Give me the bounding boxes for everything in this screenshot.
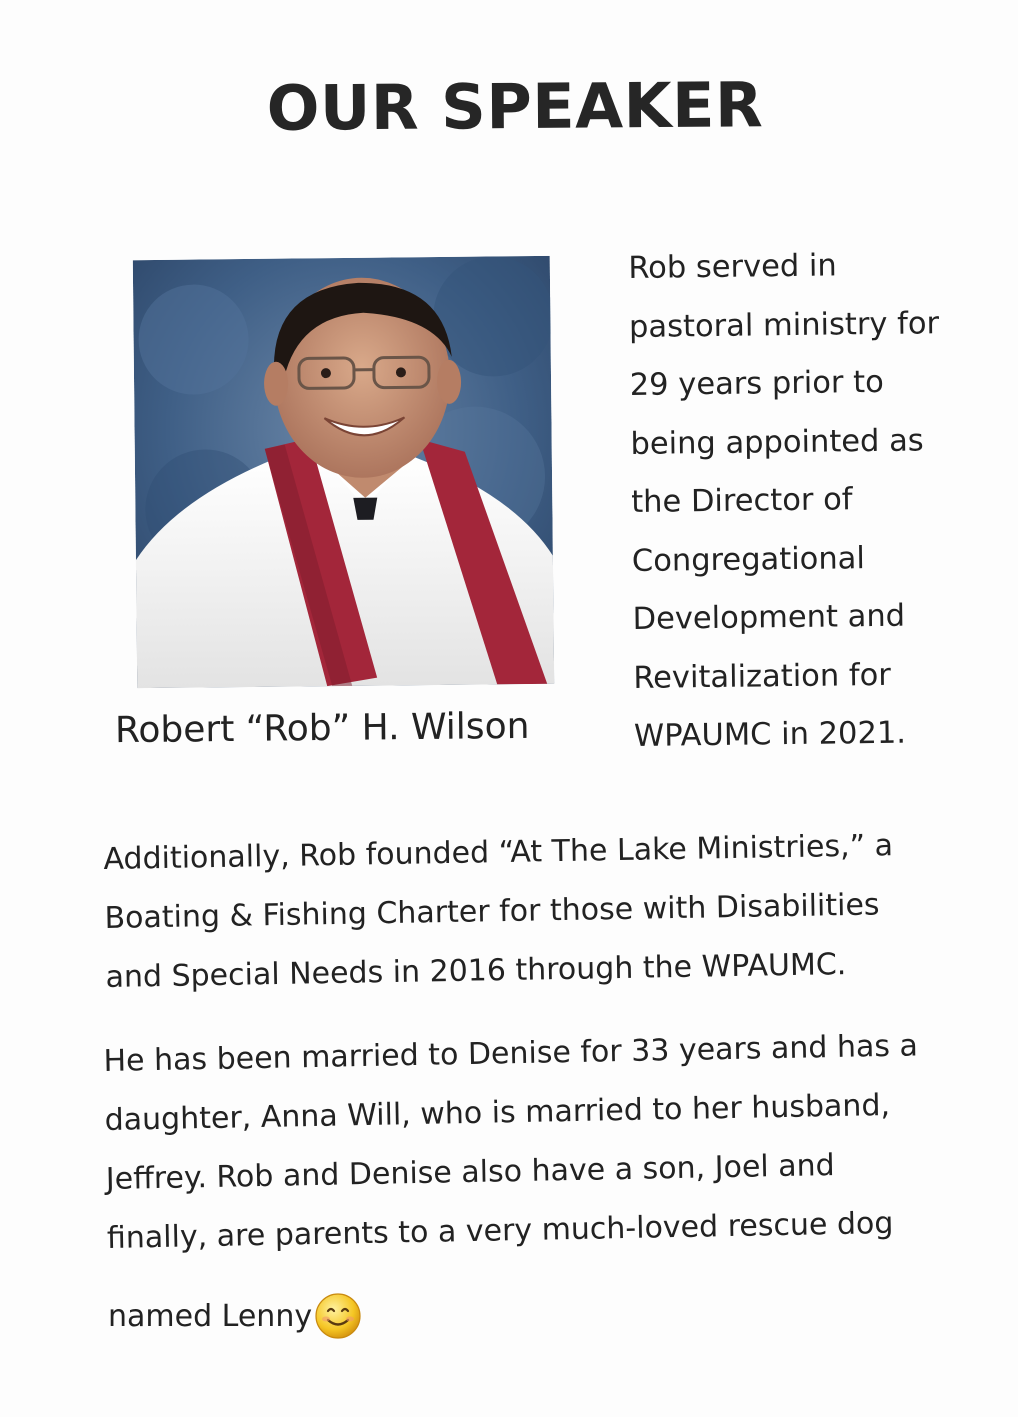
paragraph-line: and Special Needs in 2016 through the WPAUMC. — [105, 947, 847, 995]
paragraph-line: Boating & Fishing Charter for those with Disabilities — [104, 887, 880, 936]
ministry-paragraph — [103, 815, 986, 1007]
intro-line: pastoral ministry for — [628, 305, 940, 345]
page-title: OUR SPEAKER — [266, 68, 764, 145]
paragraph-line: daughter, Anna Will, who is married to her husband, — [104, 1087, 891, 1138]
paragraph-line: finally, are parents to a very much-loved rescue dog — [106, 1205, 894, 1256]
paragraph-line: Jeffrey. Rob and Denise also have a son, Joel and — [105, 1147, 835, 1197]
intro-line: Revitalization for — [633, 657, 892, 696]
speaker-photo — [133, 256, 554, 688]
intro-line: Development and — [632, 598, 906, 637]
closing-text: named Lenny — [108, 1298, 313, 1334]
intro-line: being appointed as — [630, 422, 924, 462]
intro-line: WPAUMC in 2021. — [633, 715, 907, 754]
paragraph-line: Additionally, Rob founded “At The Lake Ministries,” a — [103, 828, 894, 877]
intro-line: 29 years prior to — [629, 364, 885, 403]
intro-paragraph — [628, 236, 994, 767]
smiley-face-icon — [314, 1292, 362, 1340]
paragraph-line: He has been married to Denise for 33 years and has a — [103, 1028, 919, 1079]
intro-line: Rob served in — [628, 248, 837, 286]
closing-line — [108, 1292, 362, 1340]
family-paragraph — [103, 1015, 987, 1268]
intro-line: Congregational — [631, 540, 866, 579]
speaker-name-caption: Robert “Rob” H. Wilson — [114, 705, 530, 752]
intro-line: the Director of — [630, 482, 853, 520]
